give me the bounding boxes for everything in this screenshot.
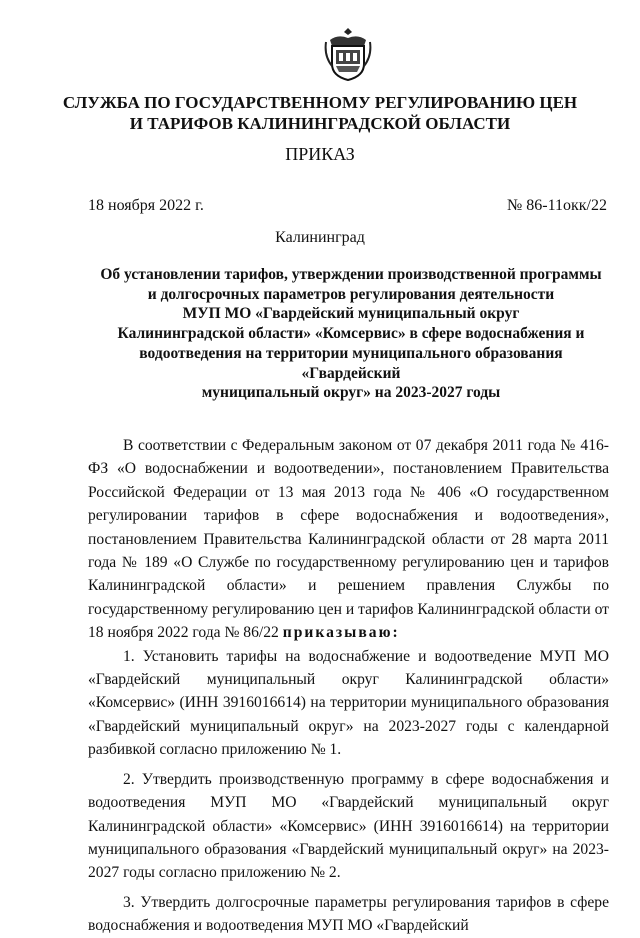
title-line: и долгосрочных параметров регулирования деятельности	[147, 285, 555, 303]
document-title	[88, 265, 614, 403]
preamble-paragraph	[88, 434, 609, 645]
coat-of-arms-icon	[324, 26, 372, 82]
document-body	[88, 434, 609, 938]
title-line: муниципальный округ» на 2023-2027 годы	[201, 384, 501, 402]
title-line: МУП МО «Гвардейский муниципальный округ	[182, 305, 520, 323]
org-line-2: И ТАРИФОВ КАЛИНИНГРАДСКОЙ ОБЛАСТИ	[129, 114, 511, 133]
document-number: № 86-11окк/22	[507, 197, 607, 214]
org-line-1: СЛУЖБА ПО ГОСУДАРСТВЕННОМУ РЕГУЛИРОВАНИЮ ЦЕН	[62, 93, 578, 112]
order-item-1: 1. Установить тарифы на водоснабжение и водоотведение МУП МО «Гвардейский муниципальный округ Калининградской области» «Комсервис» (ИНН 3916016614) на территории муниципального образования «Гвардейский муниципальный округ» на 2023-2027 годы с календарной разбивкой согласно приложению № 1.	[88, 647, 609, 759]
order-item-3: 3. Утвердить долгосрочные параметры регулирования тарифов в сфере водоснабжения и водоотведения МУП МО «Гвардейский	[88, 893, 609, 935]
document-city: Калининград	[275, 229, 365, 246]
title-line: водоотведения на территории муниципального образования «Гвардейский	[139, 344, 563, 382]
preamble-text: В соответствии с Федеральным законом от 07 декабря 2011 года № 416-ФЗ «О водоснабжении и водоотведении», постановлением Правительства Российской Федерации от 13 мая 2013 года № 406 «О государственном регулировании тарифов в сфере водоснабжения и водоотведения», постановлением Правительства Калининградской области от 28 марта 2011 года № 189 «О Службе по государственному регулированию цен и тарифов Калининградской области» и решением правления Службы по государственному регулированию цен и тарифов Калининградской области от 18 ноября 2022 года № 86/22	[88, 437, 609, 642]
order-word: приказываю:	[282, 624, 400, 642]
organization-name	[0, 92, 640, 134]
title-line: Об установлении тарифов, утверждении производственной программы	[100, 266, 602, 283]
title-line: Калининградской области» «Комсервис» в сфере водоснабжения и	[117, 325, 585, 343]
document-type: ПРИКАЗ	[285, 144, 355, 164]
document-date: 18 ноября 2022 г.	[88, 197, 204, 214]
order-item-2: 2. Утвердить производственную программу в сфере водоснабжения и водоотведения МУП МО «Гвардейский муниципальный округ Калининградской области» «Комсервис» (ИНН 3916016614) на территории муниципального образования «Гвардейский муниципальный округ» на 2023-2027 годы согласно приложению № 2.	[88, 770, 609, 882]
